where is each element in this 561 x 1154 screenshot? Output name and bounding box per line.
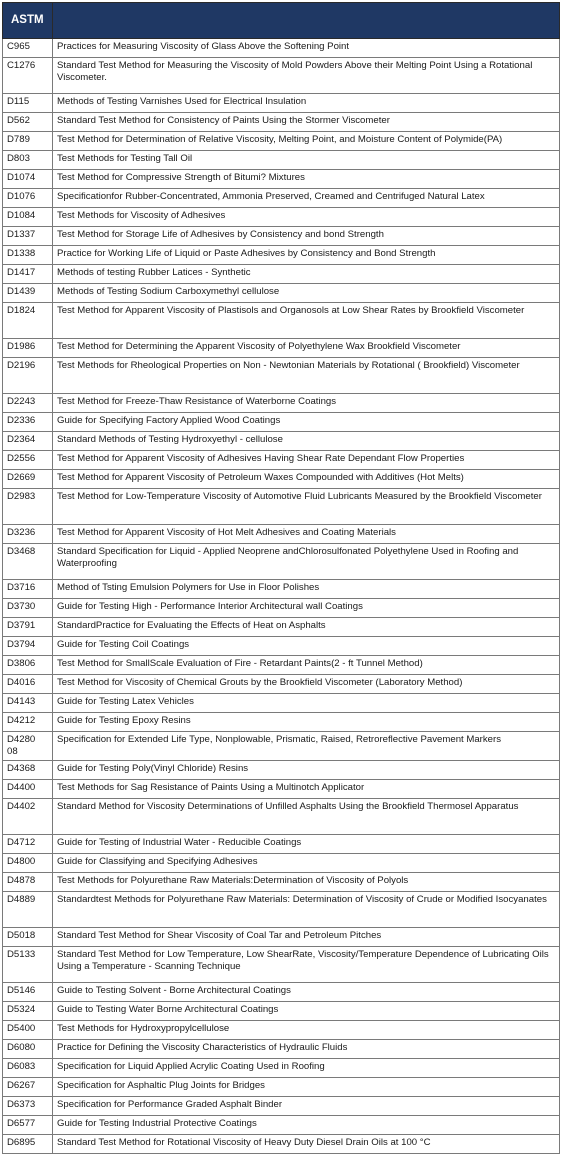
standard-code: D1439 — [3, 284, 53, 303]
standard-code: D5324 — [3, 1001, 53, 1020]
table-row — [3, 798, 560, 834]
table-row — [3, 732, 560, 761]
standard-description: Practice for Defining the Viscosity Characteristics of Hydraulic Fluids — [53, 1039, 560, 1058]
standard-description: Test Method for Apparent Viscosity of Plastisols and Organosols at Low Shear Rates by Brookfield Viscometer — [53, 303, 560, 339]
standard-code: D3468 — [3, 544, 53, 580]
table-row — [3, 927, 560, 946]
standard-description: Test Method for Apparent Viscosity of Adhesives Having Shear Rate Dependant Flow Properties — [53, 451, 560, 470]
standard-code: D3236 — [3, 525, 53, 544]
table-row — [3, 451, 560, 470]
standard-code: D3791 — [3, 618, 53, 637]
standard-code: D3806 — [3, 656, 53, 675]
standard-code: D1417 — [3, 265, 53, 284]
standard-description: Standard Test Method for Low Temperature, Low ShearRate, Viscosity/Temperature Dependence of Lubricating Oils Using a Temperature - Scanning Technique — [53, 946, 560, 982]
table-row — [3, 1020, 560, 1039]
standard-code: C1276 — [3, 58, 53, 94]
table-row — [3, 132, 560, 151]
table-body — [3, 39, 560, 1154]
standard-description: Methods of Testing Sodium Carboxymethyl cellulose — [53, 284, 560, 303]
standard-description: Guide for Testing Latex Vehicles — [53, 694, 560, 713]
table-row — [3, 358, 560, 394]
table-row — [3, 525, 560, 544]
standard-code: D4400 — [3, 779, 53, 798]
table-row — [3, 1096, 560, 1115]
standard-code: D1337 — [3, 227, 53, 246]
standard-description: Standard Specification for Liquid - Applied Neoprene andChlorosulfonated Polyethylene Used in Roofing and Waterproofing — [53, 544, 560, 580]
standard-description: StandardPractice for Evaluating the Effects of Heat on Asphalts — [53, 618, 560, 637]
standard-description: Guide for Testing Industrial Protective Coatings — [53, 1115, 560, 1134]
table-header-row — [3, 3, 560, 39]
table-row — [3, 891, 560, 927]
table-row — [3, 339, 560, 358]
standard-description: Standard Method for Viscosity Determinations of Unfilled Asphalts Using the Brookfield Thermosel Apparatus — [53, 798, 560, 834]
table-row — [3, 246, 560, 265]
standard-code: D789 — [3, 132, 53, 151]
standard-description: Specification for Performance Graded Asphalt Binder — [53, 1096, 560, 1115]
standard-code: D2669 — [3, 470, 53, 489]
table-row — [3, 656, 560, 675]
standard-code: D1338 — [3, 246, 53, 265]
standard-code: D5133 — [3, 946, 53, 982]
standard-code: D5400 — [3, 1020, 53, 1039]
standard-code: D6895 — [3, 1134, 53, 1153]
standard-code: D2196 — [3, 358, 53, 394]
standard-description: Test Methods for Rheological Properties on Non - Newtonian Materials by Rotational ( Brookfield) Viscometer — [53, 358, 560, 394]
standard-code: D2336 — [3, 413, 53, 432]
standard-code: D1084 — [3, 208, 53, 227]
standard-description: Specificationfor Rubber-Concentrated, Ammonia Preserved, Creamed and Centrifuged Natural Latex — [53, 189, 560, 208]
table-row — [3, 1077, 560, 1096]
table-row — [3, 1134, 560, 1153]
table-row — [3, 470, 560, 489]
table-row — [3, 432, 560, 451]
standard-description: Guide for Testing Epoxy Resins — [53, 713, 560, 732]
standard-description: Practices for Measuring Viscosity of Glass Above the Softening Point — [53, 39, 560, 58]
standard-code: D3794 — [3, 637, 53, 656]
table-row — [3, 694, 560, 713]
table-row — [3, 394, 560, 413]
table-row — [3, 265, 560, 284]
table-row — [3, 189, 560, 208]
table-row — [3, 170, 560, 189]
standard-description: Guide for Testing Poly(Vinyl Chloride) Resins — [53, 760, 560, 779]
standard-code: D6373 — [3, 1096, 53, 1115]
standard-code: D3716 — [3, 580, 53, 599]
standard-code: D1824 — [3, 303, 53, 339]
standard-description: Methods of Testing Varnishes Used for Electrical Insulation — [53, 94, 560, 113]
standard-description: Test Methods for Polyurethane Raw Materials:Determination of Viscosity of Polyols — [53, 872, 560, 891]
header-description — [53, 3, 560, 39]
standard-description: Specification for Asphaltic Plug Joints for Bridges — [53, 1077, 560, 1096]
standard-code: D115 — [3, 94, 53, 113]
table-row — [3, 151, 560, 170]
table-row — [3, 1001, 560, 1020]
standard-code: D6083 — [3, 1058, 53, 1077]
standard-code: D2983 — [3, 489, 53, 525]
standard-description: Guide to Testing Water Borne Architectural Coatings — [53, 1001, 560, 1020]
table-row — [3, 1039, 560, 1058]
table-row — [3, 872, 560, 891]
standard-code: D4402 — [3, 798, 53, 834]
table-row — [3, 675, 560, 694]
table-row — [3, 39, 560, 58]
table-row — [3, 946, 560, 982]
table-row — [3, 779, 560, 798]
standard-description: Test Method for SmallScale Evaluation of Fire - Retardant Paints(2 - ft Tunnel Method) — [53, 656, 560, 675]
standard-description: Test Method for Storage Life of Adhesives by Consistency and bond Strength — [53, 227, 560, 246]
standard-code: D1076 — [3, 189, 53, 208]
standard-description: Guide for Testing High - Performance Interior Architectural wall Coatings — [53, 599, 560, 618]
standard-description: Test Methods for Hydroxypropylcellulose — [53, 1020, 560, 1039]
standard-code: D6267 — [3, 1077, 53, 1096]
standard-description: Standard Test Method for Consistency of Paints Using the Stormer Viscometer — [53, 113, 560, 132]
standard-description: Test Method for Determination of Relative Viscosity, Melting Point, and Moisture Content of Polymide(PA) — [53, 132, 560, 151]
table-row — [3, 58, 560, 94]
table-row — [3, 1115, 560, 1134]
table-row — [3, 303, 560, 339]
standard-code: D2364 — [3, 432, 53, 451]
standard-description: Guide for Specifying Factory Applied Wood Coatings — [53, 413, 560, 432]
standard-code: D4878 — [3, 872, 53, 891]
table-row — [3, 113, 560, 132]
table-row — [3, 489, 560, 525]
standard-description: Standard Test Method for Shear Viscosity of Coal Tar and Petroleum Pitches — [53, 927, 560, 946]
astm-standards-table — [2, 2, 560, 1154]
standard-code: D2243 — [3, 394, 53, 413]
standard-code: D1986 — [3, 339, 53, 358]
standard-description: Test Methods for Viscosity of Adhesives — [53, 208, 560, 227]
standard-description: Standard Test Method for Rotational Viscosity of Heavy Duty Diesel Drain Oils at 100 °C — [53, 1134, 560, 1153]
table-row — [3, 834, 560, 853]
standard-description: Test Method for Determining the Apparent Viscosity of Polyethylene Wax Brookfield Viscometer — [53, 339, 560, 358]
table-row — [3, 760, 560, 779]
standard-code: D6080 — [3, 1039, 53, 1058]
standard-description: Standard Methods of Testing Hydroxyethyl - cellulose — [53, 432, 560, 451]
table-row — [3, 580, 560, 599]
table-row — [3, 637, 560, 656]
table-row — [3, 208, 560, 227]
standard-description: Standard Test Method for Measuring the Viscosity of Mold Powders Above their Melting Point Using a Rotational Viscometer. — [53, 58, 560, 94]
standard-code: D4016 — [3, 675, 53, 694]
standard-code: D4368 — [3, 760, 53, 779]
table-row — [3, 94, 560, 113]
standard-description: Methods of testing Rubber Latices - Synthetic — [53, 265, 560, 284]
standard-description: Specification for Liquid Applied Acrylic Coating Used in Roofing — [53, 1058, 560, 1077]
standard-code: D4280 08 — [3, 732, 53, 761]
standard-description: Specification for Extended Life Type, Nonplowable, Prismatic, Raised, Retroreflective Pavement Markers — [53, 732, 560, 761]
table-row — [3, 544, 560, 580]
standard-code: D1074 — [3, 170, 53, 189]
standard-description: Test Methods for Sag Resistance of Paints Using a Multinotch Applicator — [53, 779, 560, 798]
standard-description: Test Method for Low-Temperature Viscosity of Automotive Fluid Lubricants Measured by the Brookfield Viscometer — [53, 489, 560, 525]
standard-code: D562 — [3, 113, 53, 132]
standard-description: Standardtest Methods for Polyurethane Raw Materials: Determination of Viscosity of Crude or Modified Isocyanates — [53, 891, 560, 927]
standard-description: Test Method for Freeze-Thaw Resistance of Waterborne Coatings — [53, 394, 560, 413]
table-row — [3, 599, 560, 618]
standard-description: Guide to Testing Solvent - Borne Architectural Coatings — [53, 982, 560, 1001]
table-row — [3, 413, 560, 432]
standard-code: D5018 — [3, 927, 53, 946]
standard-code: D3730 — [3, 599, 53, 618]
table-row — [3, 853, 560, 872]
header-astm: ASTM — [3, 3, 53, 39]
table-row — [3, 227, 560, 246]
standard-code: D4800 — [3, 853, 53, 872]
standard-description: Test Methods for Testing Tall Oil — [53, 151, 560, 170]
standard-code: D4889 — [3, 891, 53, 927]
standard-code: D4143 — [3, 694, 53, 713]
table-row — [3, 982, 560, 1001]
standard-code: D4212 — [3, 713, 53, 732]
standard-code: C965 — [3, 39, 53, 58]
standard-description: Guide for Testing Coil Coatings — [53, 637, 560, 656]
standard-code: D4712 — [3, 834, 53, 853]
standard-description: Test Method for Apparent Viscosity of Hot Melt Adhesives and Coating Materials — [53, 525, 560, 544]
table-row — [3, 713, 560, 732]
standard-description: Test Method for Apparent Viscosity of Petroleum Waxes Compounded with Additives (Hot Melts) — [53, 470, 560, 489]
table-row — [3, 1058, 560, 1077]
standard-code: D5146 — [3, 982, 53, 1001]
table-row — [3, 618, 560, 637]
standard-description: Method of Tsting Emulsion Polymers for Use in Floor Polishes — [53, 580, 560, 599]
standard-description: Test Method for Viscosity of Chemical Grouts by the Brookfield Viscometer (Laboratory Method) — [53, 675, 560, 694]
standard-code: D2556 — [3, 451, 53, 470]
standard-description: Guide for Testing of Industrial Water - Reducible Coatings — [53, 834, 560, 853]
standard-description: Practice for Working Life of Liquid or Paste Adhesives by Consistency and Bond Strength — [53, 246, 560, 265]
standard-code: D803 — [3, 151, 53, 170]
table-row — [3, 284, 560, 303]
standard-description: Test Method for Compressive Strength of Bitumi? Mixtures — [53, 170, 560, 189]
standard-code: D6577 — [3, 1115, 53, 1134]
standard-description: Guide for Classifying and Specifying Adhesives — [53, 853, 560, 872]
